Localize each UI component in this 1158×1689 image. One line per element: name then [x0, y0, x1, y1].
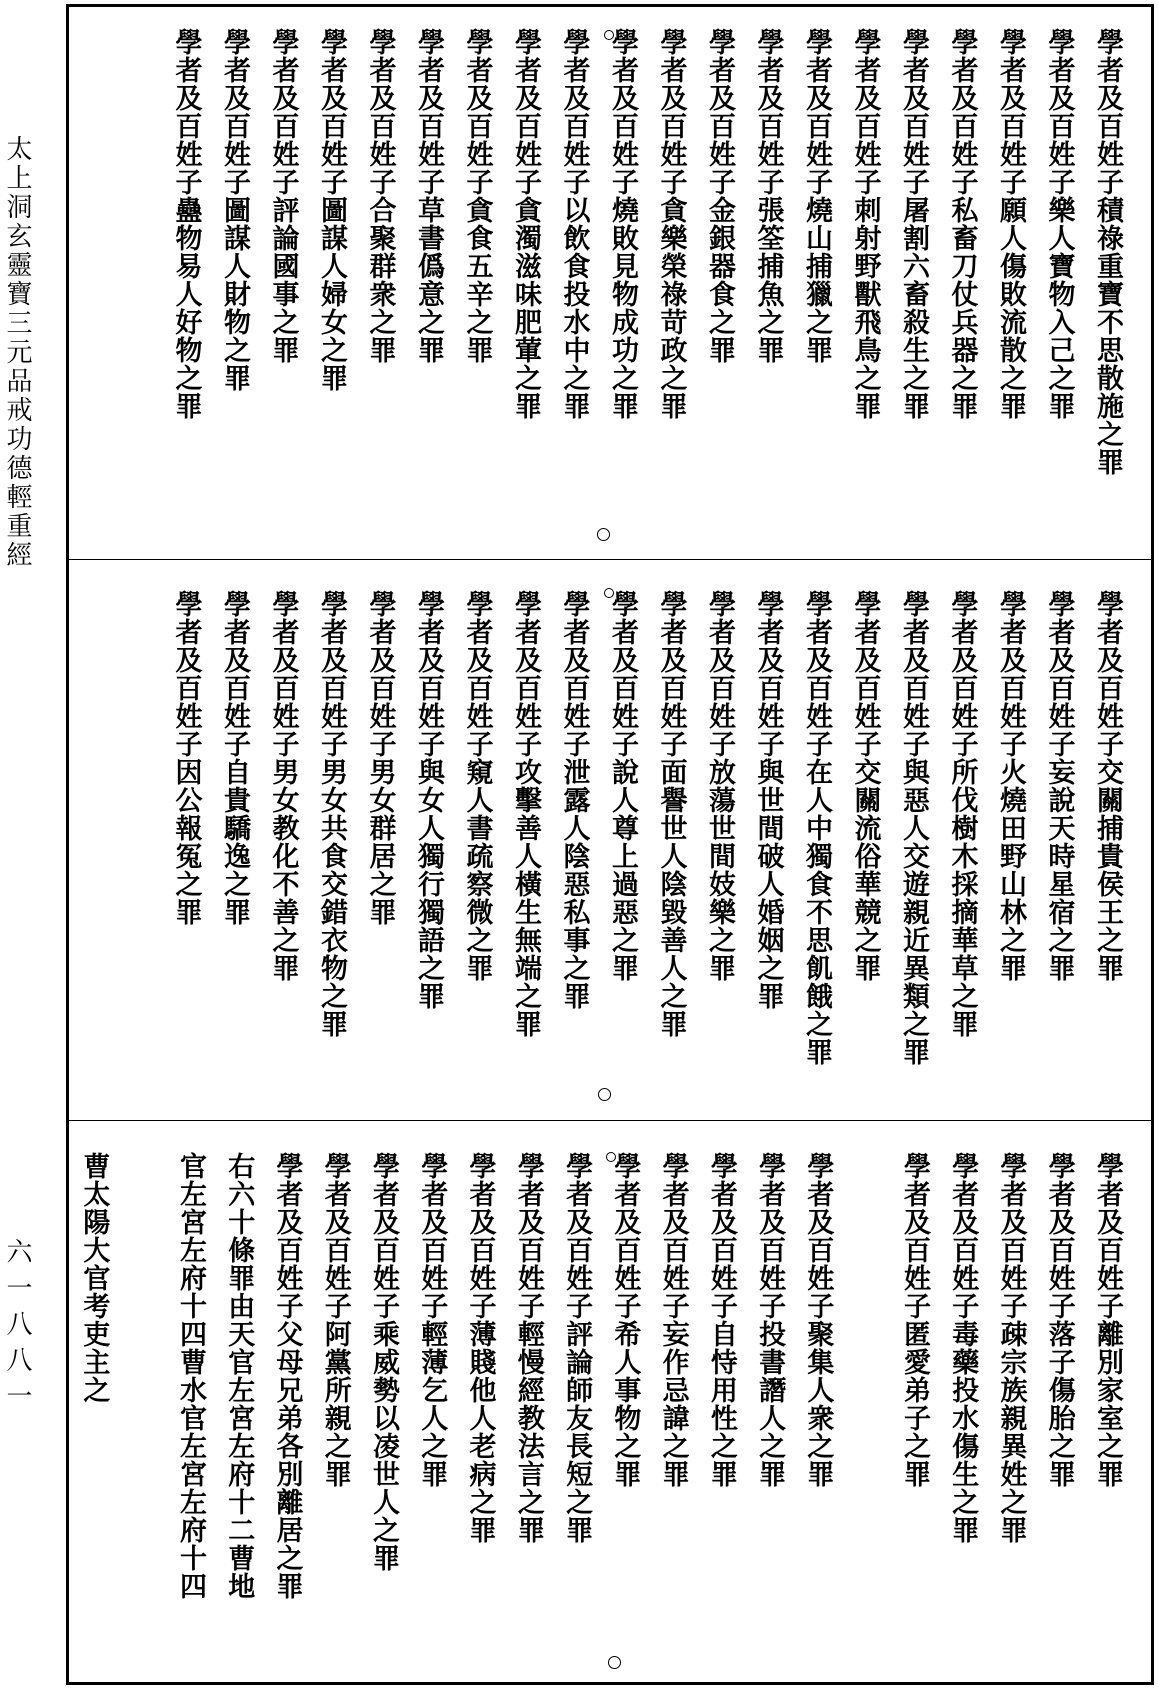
- text-column: 學者及百姓子落子傷胎之罪: [1043, 1152, 1075, 1488]
- side-book-title: 太上洞玄靈寶三元品戒功德輕重經: [2, 135, 32, 570]
- circle-mark-2: [598, 1088, 611, 1101]
- text-column: 學者及百姓子私畜刀仗兵器之罪: [946, 28, 978, 420]
- text-column: 學者及百姓子乘威勢以凌世人之罪: [368, 1152, 400, 1572]
- text-column: 學者及百姓子男女共食交錯衣物之罪: [316, 590, 347, 1038]
- text-column: 學者及百姓子妄說天時星宿之罪: [1043, 590, 1075, 982]
- text-panel-3: [69, 1142, 1151, 1682]
- text-column: 學者及百姓子投書譖人之罪: [754, 1152, 786, 1488]
- text-column: 學者及百姓子燒山捕獵之罪: [801, 28, 832, 364]
- text-column: 學者及百姓子與惡人交遊親近異類之罪: [898, 590, 929, 1066]
- panel-divider-1: [69, 559, 1151, 560]
- text-column: 學者及百姓子草書僞意之罪: [413, 28, 444, 364]
- text-column: 學者及百姓子輕薄乞人之罪: [416, 1152, 448, 1488]
- text-column: 學者及百姓子自恃用性之罪: [705, 1152, 737, 1488]
- text-column: 學者及百姓子聚集人衆之罪: [802, 1152, 834, 1488]
- text-column: 學者及百姓子圖謀人財物之罪: [219, 28, 250, 392]
- text-column: 學者及百姓子評論國事之罪: [267, 28, 299, 364]
- text-column: 學者及百姓子父母兄弟各別離居之罪: [271, 1152, 303, 1600]
- text-column: [117, 1142, 165, 1682]
- text-column: 學者及百姓子張筌捕魚之罪: [752, 28, 784, 364]
- text-column: 學者及百姓子說人尊上過惡之罪: [607, 590, 638, 982]
- side-page-number: 六一八八一: [2, 1238, 32, 1418]
- text-column: 學者及百姓子樂人寶物入己之罪: [1043, 28, 1075, 420]
- text-panel-1: [69, 18, 1151, 556]
- text-column: 學者及百姓子離別家室之罪: [1092, 1152, 1123, 1488]
- panel-divider-2: [69, 1120, 1151, 1121]
- text-column: 學者及百姓子面譽世人陰毀善人之罪: [655, 590, 687, 1038]
- text-column: 學者及百姓子願人傷敗流散之罪: [995, 28, 1026, 420]
- circle-mark-1: [597, 528, 610, 541]
- small-circle-mark-1: [604, 30, 614, 40]
- text-column: 學者及百姓子男女教化不善之罪: [267, 590, 299, 982]
- text-column: 學者及百姓子窺人書疏察微之罪: [461, 590, 493, 982]
- text-column: 學者及百姓子金銀器食之罪: [704, 28, 735, 364]
- text-column: 學者及百姓子屠割六畜殺生之罪: [898, 28, 929, 420]
- text-column: 學者及百姓子積祿重寶不思散施之罪: [1092, 28, 1123, 476]
- text-column: 學者及百姓子評論師友長短之罪: [561, 1152, 593, 1544]
- text-column: 學者及百姓子薄賤他人老病之罪: [464, 1152, 496, 1544]
- circle-mark-3: [608, 1656, 621, 1669]
- text-panel-2: [69, 580, 1151, 1118]
- text-column: 右六十條罪由天官左宮左府十二曹地: [223, 1152, 255, 1600]
- text-column: 學者及百姓子希人事物之罪: [609, 1152, 641, 1488]
- text-column: [841, 1142, 889, 1682]
- text-column: 學者及百姓子合聚群衆之罪: [364, 28, 396, 364]
- text-column: 曹太陽大官考吏主之: [78, 1152, 110, 1404]
- text-column: 學者及百姓子男女群居之罪: [364, 590, 396, 926]
- text-column: 學者及百姓子刺射野獸飛鳥之罪: [849, 28, 881, 420]
- text-column: 官左宮左府十四曹水官左宮左府十四: [174, 1152, 206, 1600]
- text-column: 學者及百姓子交關捕貴侯王之罪: [1092, 590, 1123, 982]
- text-column: 學者及百姓子圖謀人婦女之罪: [316, 28, 347, 392]
- text-column: 學者及百姓子在人中獨食不思飢餓之罪: [801, 590, 832, 1066]
- text-column: 學者及百姓子所伐樹木採摘華草之罪: [946, 590, 978, 1038]
- text-column: 學者及百姓子貪樂榮祿苛政之罪: [655, 28, 687, 420]
- small-circle-mark-3: [606, 1152, 616, 1162]
- text-column: 學者及百姓子攻擊善人橫生無端之罪: [510, 590, 541, 1038]
- text-column: 學者及百姓子輕慢經教法言之罪: [512, 1152, 544, 1544]
- text-column: 學者及百姓子毒藥投水傷生之罪: [947, 1152, 979, 1544]
- text-column: 學者及百姓子燒敗見物成功之罪: [607, 28, 638, 420]
- text-column: 學者及百姓子泄露人陰惡私事之罪: [558, 590, 590, 1010]
- text-column: 學者及百姓子疎宗族親異姓之罪: [995, 1152, 1027, 1544]
- text-column: 學者及百姓子火燒田野山林之罪: [995, 590, 1026, 982]
- text-column: 學者及百姓子阿黨所親之罪: [319, 1152, 351, 1488]
- text-column: 學者及百姓子因公報冤之罪: [170, 590, 202, 926]
- small-circle-mark-2: [604, 588, 614, 598]
- text-column: 學者及百姓子與世間破人婚姻之罪: [752, 590, 784, 1010]
- text-column: 學者及百姓子貪食五辛之罪: [461, 28, 493, 364]
- text-column: 學者及百姓子匿愛弟子之罪: [898, 1152, 930, 1488]
- text-column: 學者及百姓子蠱物易人好物之罪: [170, 28, 202, 420]
- text-column: 學者及百姓子自貴驕逸之罪: [219, 590, 250, 926]
- text-column: 學者及百姓子貪濁滋味肥葷之罪: [510, 28, 541, 420]
- text-column: 學者及百姓子放蕩世間妓樂之罪: [704, 590, 735, 982]
- text-column: 學者及百姓子與女人獨行獨語之罪: [413, 590, 444, 1010]
- text-column: 學者及百姓子以飲食投水中之罪: [558, 28, 590, 420]
- text-column: 學者及百姓子妄作忌諱之罪: [657, 1152, 689, 1488]
- text-column: 學者及百姓子交關流俗華競之罪: [849, 590, 881, 982]
